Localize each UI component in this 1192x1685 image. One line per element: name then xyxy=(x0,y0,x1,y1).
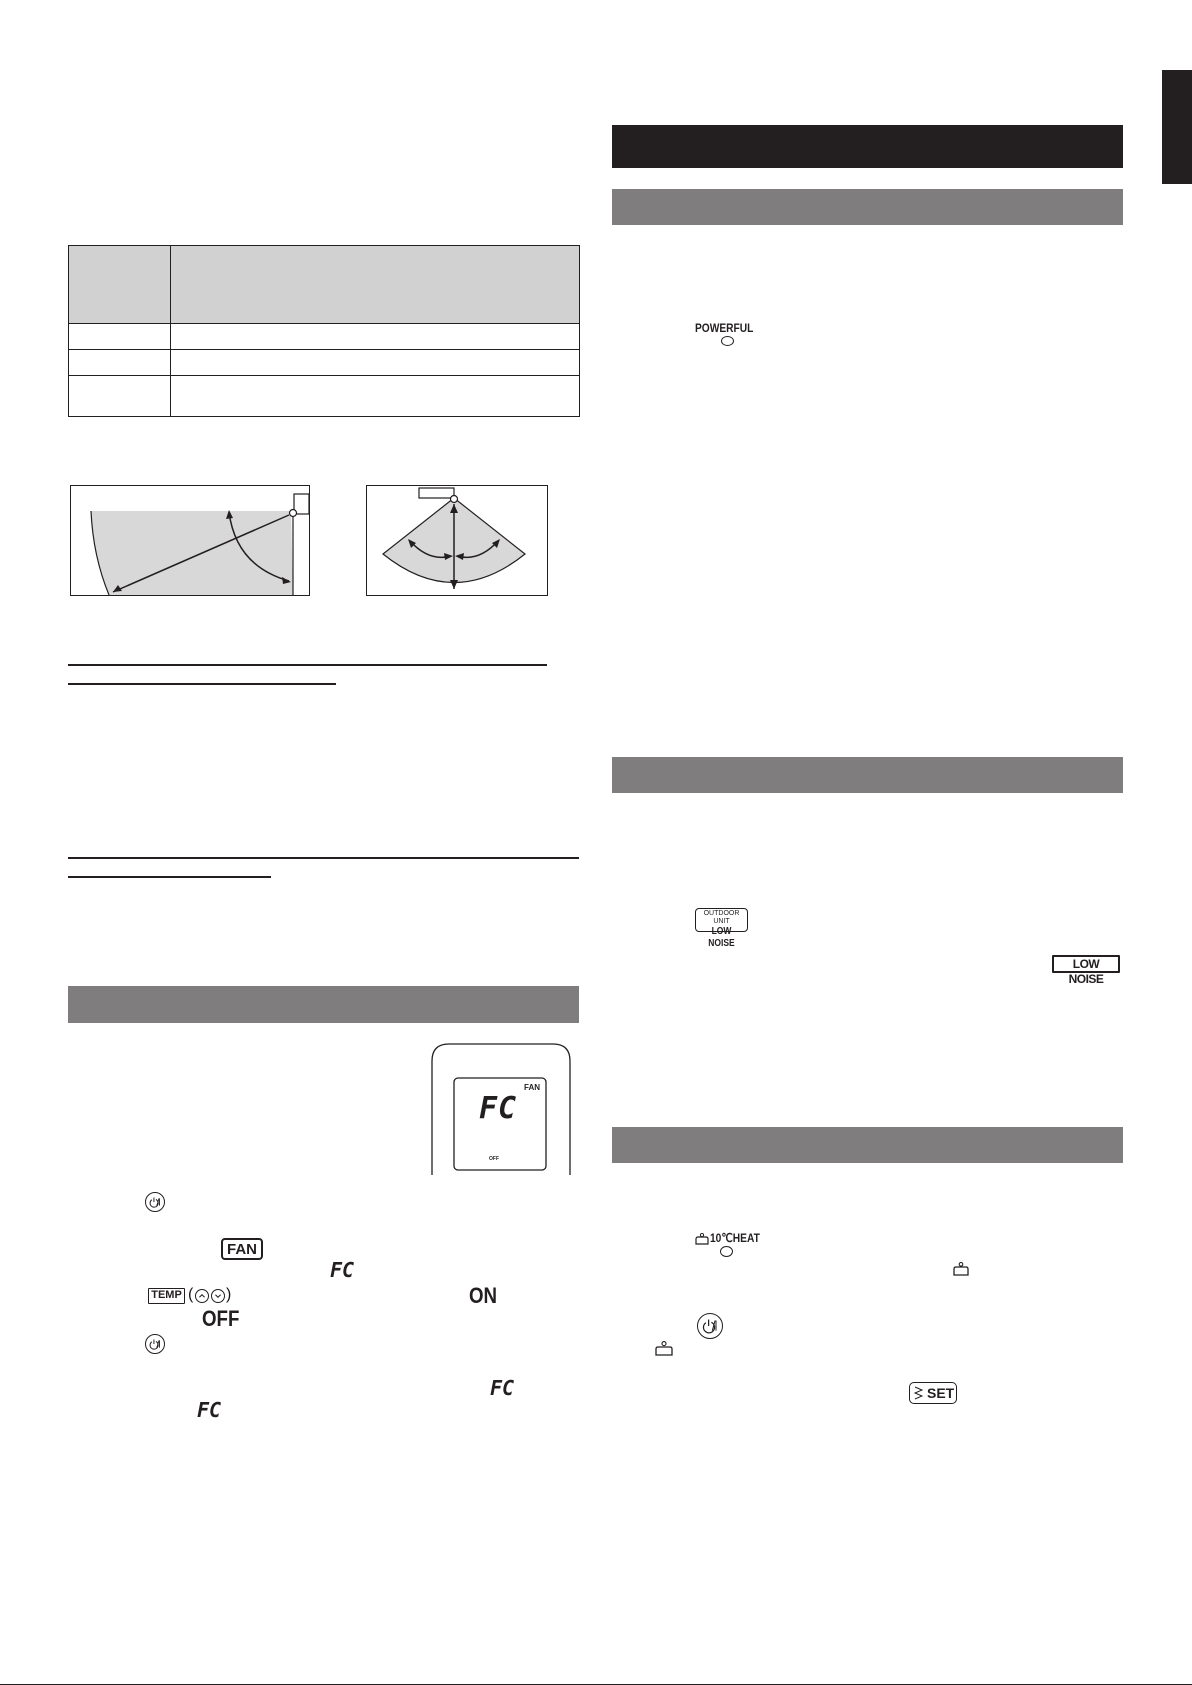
outdoor-unit-label: OUTDOOR UNIT xyxy=(703,910,740,925)
fc-code-glyph: FC xyxy=(330,1258,355,1282)
10c-heat-indicator xyxy=(720,1246,733,1257)
heading-underline xyxy=(68,683,336,685)
table-column-divider xyxy=(170,246,171,416)
low-noise-display-icon: LOW NOISE xyxy=(1052,955,1120,973)
subsection-bar-powerful xyxy=(612,189,1123,225)
section-title-bar xyxy=(612,125,1123,168)
remote-control-illustration xyxy=(431,1043,571,1175)
house-snow-icon xyxy=(695,1233,709,1245)
temp-button-icon: TEMP xyxy=(148,1288,185,1304)
side-view-coverage-diagram xyxy=(70,485,310,596)
power-button-icon xyxy=(145,1192,165,1212)
temp-up-icon xyxy=(195,1289,209,1303)
10c-heat-label: 10℃HEAT xyxy=(710,1231,760,1245)
remote-display-status: OFF xyxy=(489,1156,499,1162)
house-snow-icon-3 xyxy=(655,1341,673,1356)
subsection-bar-10c-heat xyxy=(612,1127,1123,1163)
table-row-divider xyxy=(69,349,579,350)
fan-button-icon: FAN xyxy=(221,1238,263,1260)
power-button-icon-2 xyxy=(145,1334,165,1354)
heading-underline xyxy=(68,664,547,666)
power-button-large-icon xyxy=(697,1313,723,1339)
subsection-bar-fan-mode xyxy=(68,986,579,1023)
low-noise-label: LOW NOISE xyxy=(708,926,735,949)
temp-down-icon xyxy=(211,1289,225,1303)
fc-code-glyph-3: FC xyxy=(197,1398,222,1422)
powerful-label: POWERFUL xyxy=(695,321,754,335)
spec-table xyxy=(68,245,580,417)
outdoor-unit-low-noise-icon xyxy=(695,908,748,949)
table-row-divider xyxy=(69,323,579,324)
heading-underline xyxy=(68,876,271,878)
off-text-glyph: OFF xyxy=(202,1306,240,1331)
temp-paren-close: ) xyxy=(226,1286,232,1303)
on-text-glyph: ON xyxy=(469,1283,498,1308)
powerful-indicator-icon xyxy=(721,336,734,346)
swing-icon xyxy=(914,1385,924,1401)
language-tab xyxy=(1162,70,1192,184)
side-view-coverage-svg xyxy=(71,486,309,595)
10c-heat-icon xyxy=(695,1231,760,1257)
remote-display-mode: FAN xyxy=(524,1083,540,1092)
heading-underline xyxy=(68,857,579,859)
top-view-coverage-diagram xyxy=(366,485,548,596)
set-label: SET xyxy=(927,1385,955,1401)
set-button-icon xyxy=(909,1382,957,1404)
table-header-row xyxy=(69,246,579,323)
remote-display-code: FC xyxy=(479,1091,518,1126)
table-row-divider xyxy=(69,375,579,376)
fc-code-glyph-2: FC xyxy=(490,1376,515,1400)
top-view-coverage-svg xyxy=(367,486,547,595)
subsection-bar-low-noise xyxy=(612,757,1123,793)
house-snow-icon-2 xyxy=(953,1262,969,1276)
temp-paren-open: ( xyxy=(188,1286,194,1303)
